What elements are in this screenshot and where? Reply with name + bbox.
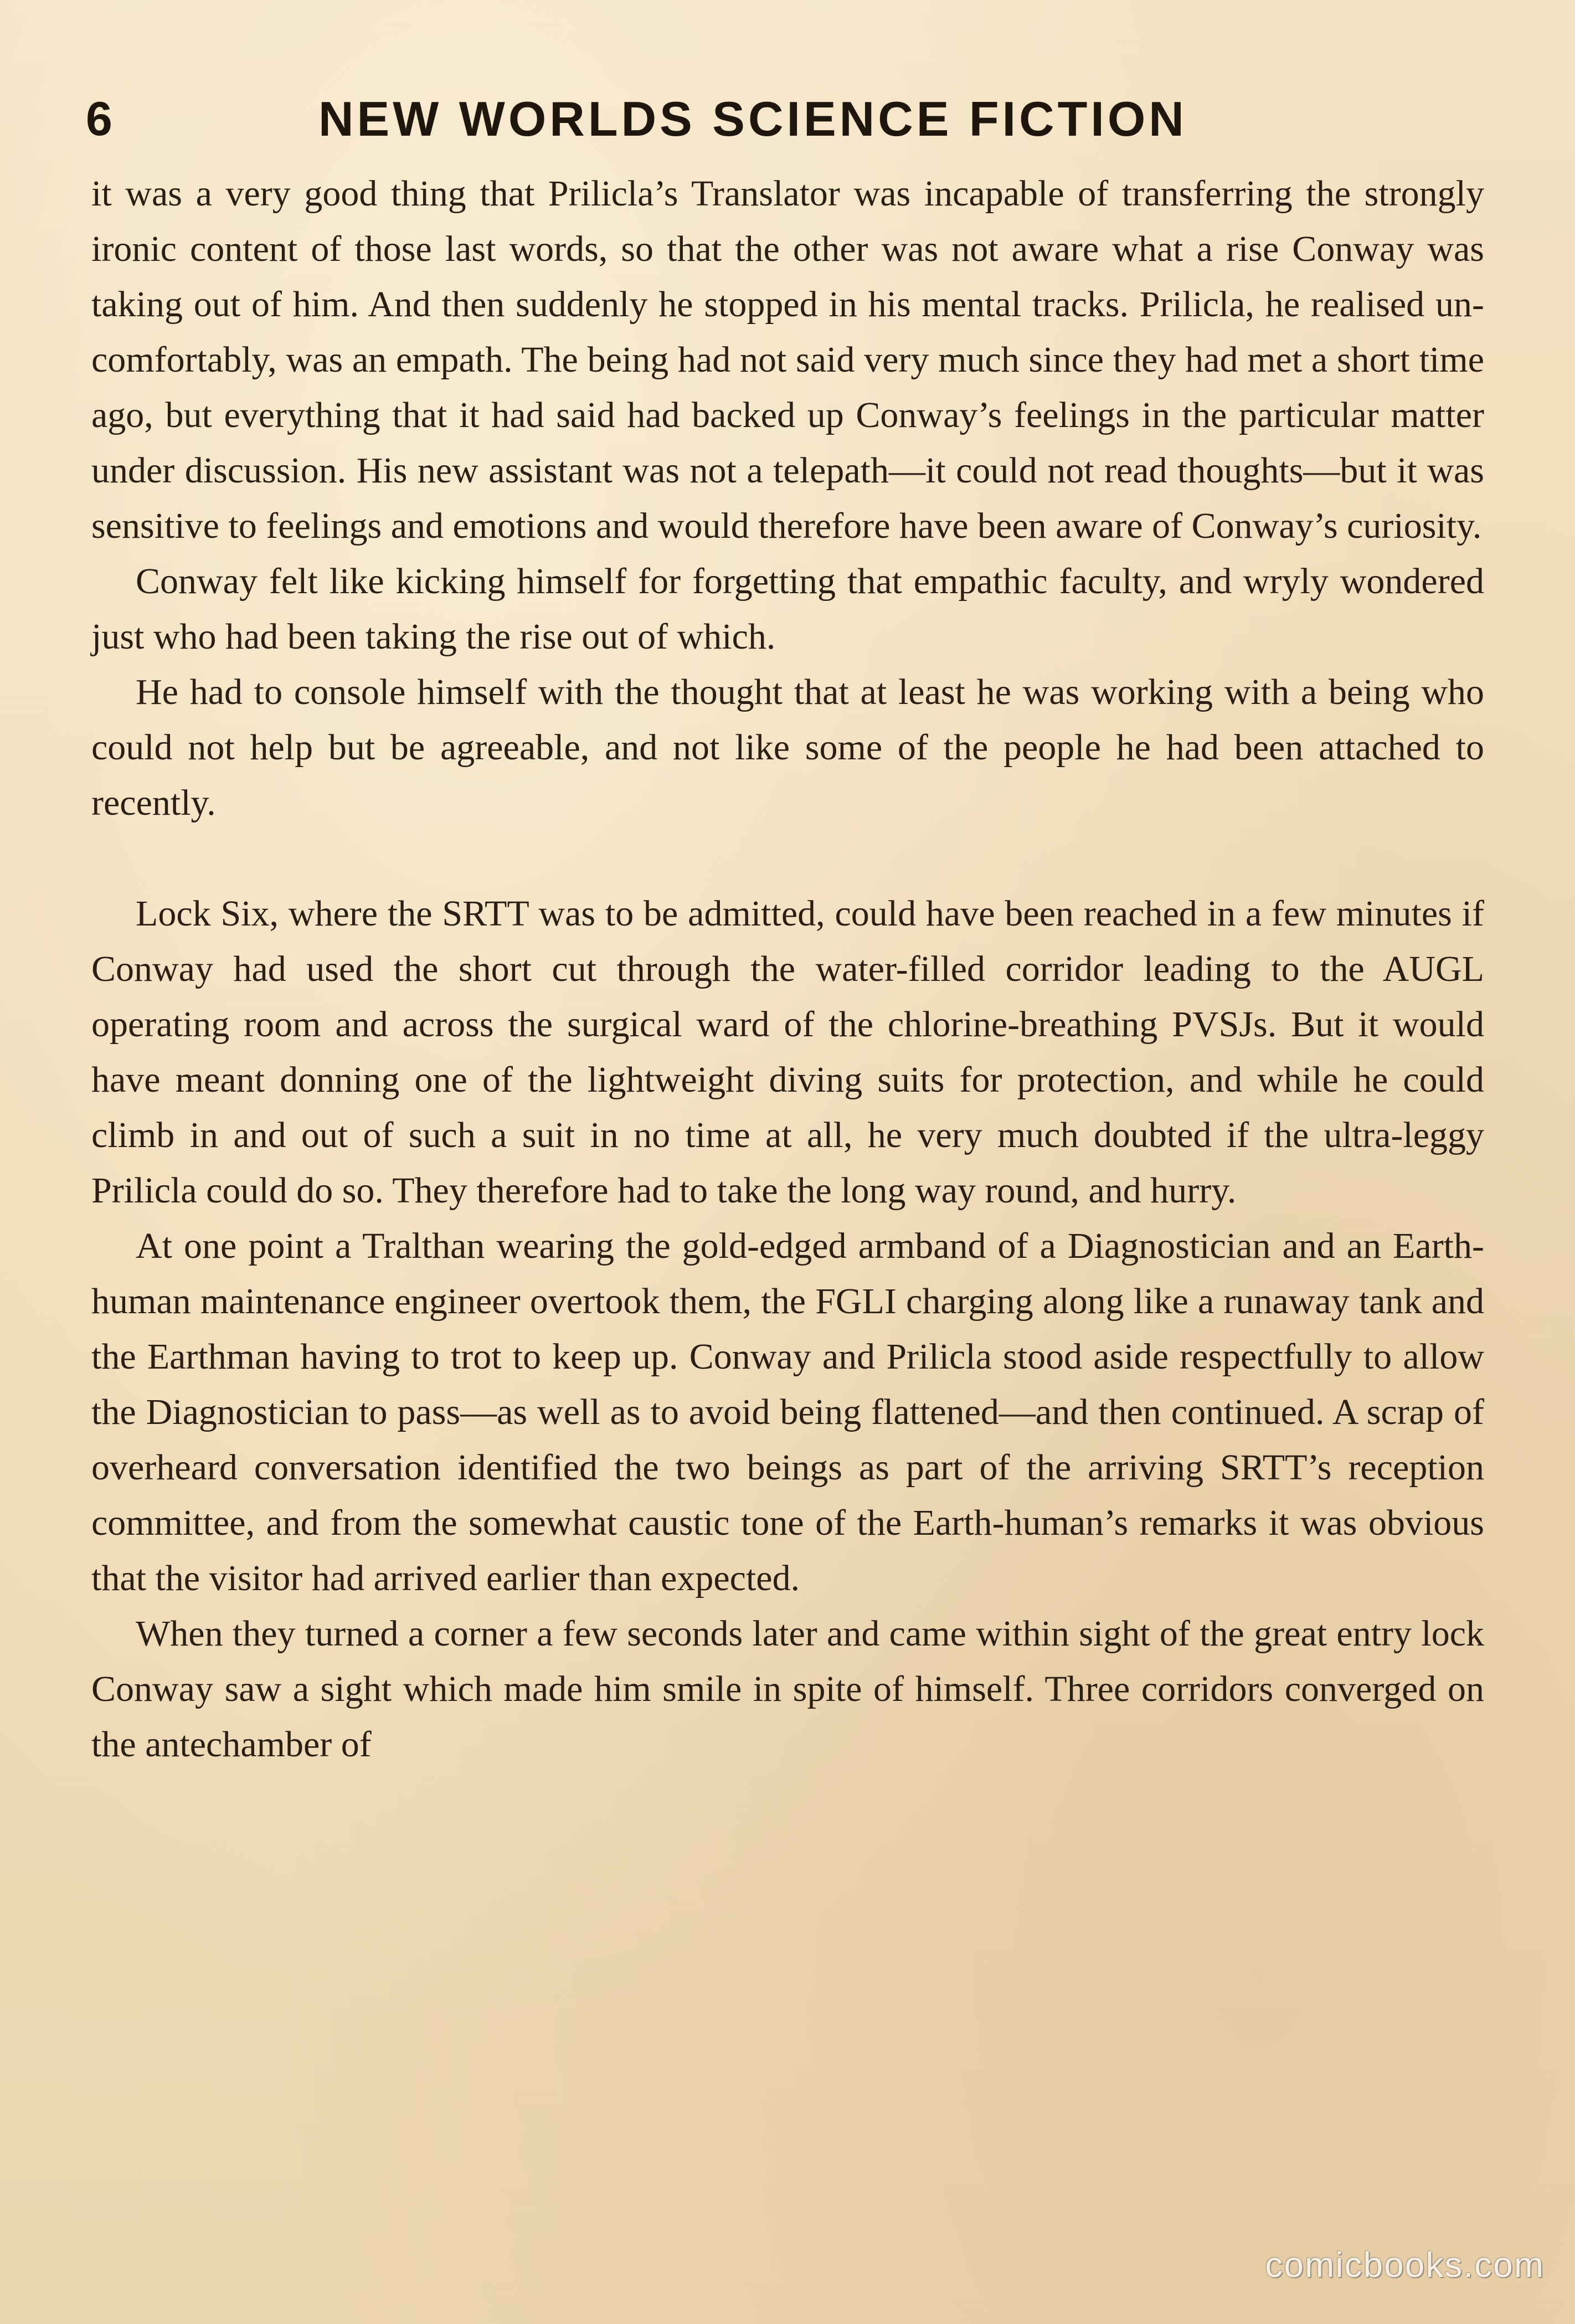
paragraph: At one point a Tralthan wearing the gold-edged armband of a Diagnostician and an Earth-human maintenance engineer overtook them, the FGLI charging along like a runaway tank and the Earthman having to trot to keep up. Conway and Prilicla stood aside respectfully to allow the Diagnostician to pass—as well as to avoid being flattened—and then continued. A scrap of overheard conversation identified the two beings as part of the arriving SRTT’s reception committee, and from the somewhat caustic tone of the Earth-human’s remarks it was obvious that the visitor had arrived earlier than expected. [91,1226,1484,1598]
paragraph: Lock Six, where the SRTT was to be admitted, could have been reached in a few minutes if Conway had used the short cut through the water-filled corridor leading to the AUGL operating room and across the surgical ward of the chlorine-breathing PVSJs. But it would have meant donning one of the lightweight diving suits for protection, and while he could climb in and out of such a suit in no time at all, he very much doubted if the ultra-leggy Prilicla could do so. They therefore had to take the long way round, and hurry. [91,893,1484,1211]
section-break [91,831,1484,886]
article-body [91,166,1484,1772]
paragraph: He had to console himself with the thought that at least he was working with a being who could not help but be agreeable, and not like some of the people he had been attached to recently. [91,672,1484,823]
paragraph-continuation: it was a very good thing that Prilicla’s Translator was incapable of transferring the strongly ironic content of those last words, so that the other was not aware what a rise Conway was taking out of him. And then suddenly he stopped in his mental tracks. Prilicla, he realised uncomfortably, was an empath. The being had not said very much since they had met a short time ago, but everything that it had said had backed up Conway’s feelings in the particular matter under discussion. His new assistant was not a telepath—it could not read thoughts—but it was sensitive to feelings and emotions and would therefore have been aware of Conway’s curiosity. [91,173,1484,546]
page-number: 6 [86,92,112,146]
paragraph: Conway felt like kicking himself for forgetting that empathic faculty, and wryly wondered just who had been taking the rise out of which. [91,561,1484,657]
watermark: comicbooks.com [1265,2245,1545,2285]
page-header [86,83,1492,155]
paragraph: When they turned a corner a few seconds later and came within sight of the great entry lock Conway saw a sight which made him smile in spite of himself. Three corridors converged on the antechamber of [91,1613,1484,1765]
running-head-title: NEW WORLDS SCIENCE FICTION [318,91,1187,146]
